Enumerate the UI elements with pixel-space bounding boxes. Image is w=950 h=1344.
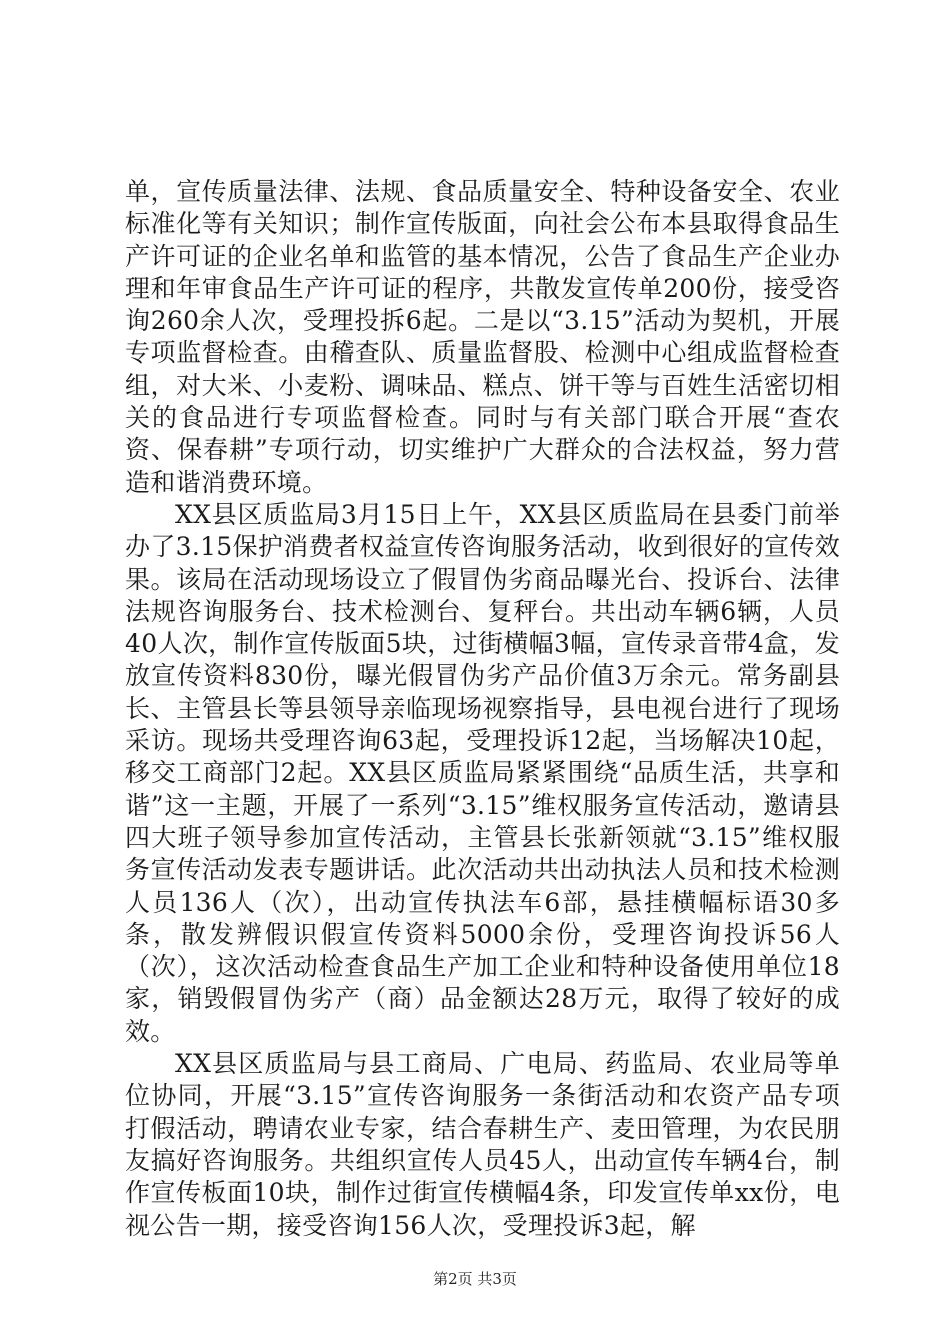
paragraph-joint-campaign: XX县区质监局与县工商局、广电局、药监局、农业局等单位协同，开展“3.15”宣传咨询服务一条街活动和农资产品专项打假活动，聘请农业专家，结合春耕生产、麦田管理，为农民朋友搞好咨询服务。共组织宣传人员45人，出动宣传车辆4台，制作宣传板面10块，制作过街宣传横幅4条，印发宣传单xx份，电视公告一期，接受咨询156人次，受理投诉3起，解: [125, 1049, 840, 1240]
document-body: [125, 176, 840, 1242]
paragraph-continuation: 单，宣传质量法律、法规、食品质量安全、特种设备安全、农业标准化等有关知识；制作宣传版面，向社会公布本县取得食品生产许可证的企业名单和监管的基本情况，公告了食品生产企业办理和年审食品生产许可证的程序，共散发宣传单200份，接受咨询260余人次，受理投拆6起。二是以“3.15”活动为契机，开展专项监督检查。由稽查队、质量监督股、检测中心组成监督检查组，对大米、小麦粉、调味品、糕点、饼干等与百姓生活密切相关的食品进行专项监督检查。同时与有关部门联合开展“查农资、保春耕”专项行动，切实维护广大群众的合法权益，努力营造和谐消费环境。: [125, 177, 840, 497]
paragraph-315-activity: XX县区质监局3月15日上午，XX县区质监局在县委门前举办了3.15保护消费者权益宣传咨询服务活动，收到很好的宣传效果。该局在活动现场设立了假冒伪劣商品曝光台、投诉台、法律法规咨询服务台、技术检测台、复秤台。共出动车辆6辆，人员40人次，制作宣传版面5块，过街横幅3幅，宣传录音带4盒，发放宣传资料830份，曝光假冒伪劣产品价值3万余元。常务副县长、主管县长等县领导亲临现场视察指导，县电视台进行了现场采访。现场共受理咨询63起，受理投诉12起，当场解决10起，移交工商部门2起。XX县区质监局紧紧围绕“品质生活，共享和谐”这一主题，开展了一系列“3.15”维权服务宣传活动，邀请县四大班子领导参加宣传活动，主管县长张新领就“3.15”维权服务宣传活动发表专题讲话。此次活动共出动执法人员和技术检测人员136人（次），出动宣传执法车6部，悬挂横幅标语30多条，散发辨假识假宣传资料5000余份，受理咨询投诉56人（次），这次活动检查食品生产加工企业和特种设备使用单位18家，销毁假冒伪劣产（商）品金额达28万元，取得了较好的成效。: [125, 499, 840, 1046]
page-number-footer: 第2页 共3页: [433, 1270, 517, 1288]
